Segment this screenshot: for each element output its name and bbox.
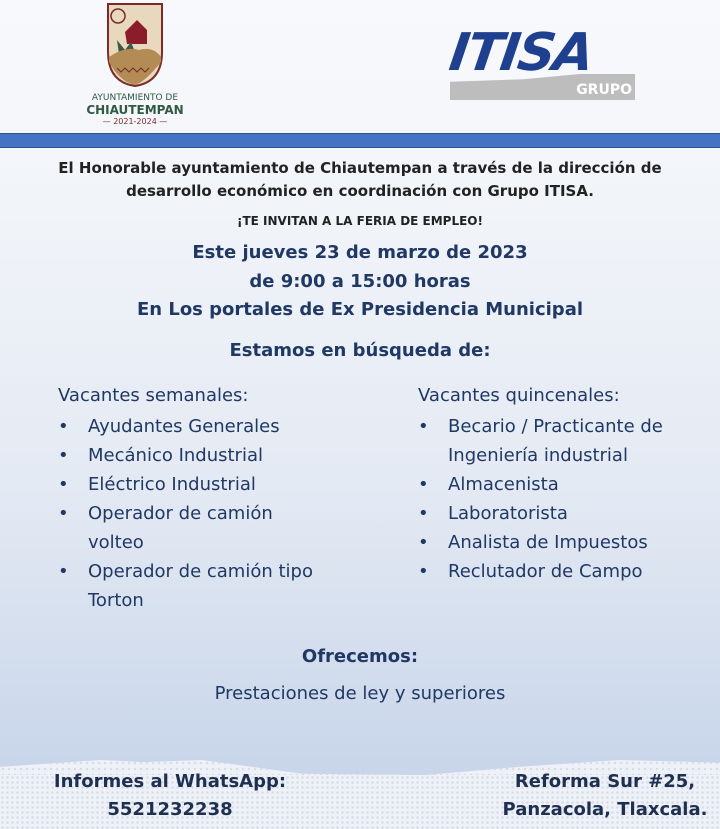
list-item: • Laboratorista [418,499,708,528]
address-block [490,768,720,824]
intro-line-1: El Honorable ayuntamiento de Chiautempan a través de la dirección de [58,159,662,177]
logo-line1: AYUNTAMIENTO DE [91,93,179,103]
list-item: • Operador de camión tipo Torton [58,557,328,615]
list-item: • Almacenista [418,470,708,499]
list-item: • Becario / Practicante de Ingeniería industrial [418,412,693,470]
logo-years-row: — 2021-2024 — [102,117,168,126]
invite-heading: ¡TE INVITAN A LA FERIA DE EMPLEO! [237,214,483,228]
whatsapp-phone[interactable]: 5521232238 [107,799,233,820]
list-item: • Eléctrico Industrial [58,470,348,499]
list-item: • Reclutador de Campo [418,557,708,586]
intro-text [0,157,720,203]
event-date: Este jueves 23 de marzo de 2023 [192,242,528,263]
itisa-sub: GRUPO [576,82,632,98]
logo-line2: CHIAUTEMPAN [86,103,184,117]
address-line-2: Panzacola, Tlaxcala. [502,799,708,820]
weekly-title: Vacantes semanales: [58,385,249,406]
weekly-vacancies [58,385,348,615]
header-divider-bar [0,133,720,148]
event-hours: de 9:00 a 15:00 horas [249,271,471,292]
seeking-heading: Estamos en búsqueda de: [229,340,491,361]
list-item: • Analista de Impuestos [418,528,708,557]
logo-years: 2021-2024 [113,117,157,126]
event-place: En Los portales de Ex Presidencia Municipal [136,299,584,320]
offer-title: Ofrecemos: [301,646,419,667]
biweekly-vacancies [418,385,708,586]
itisa-logo [445,23,640,103]
biweekly-title: Vacantes quincenales: [418,385,620,406]
whatsapp-label: Informes al WhatsApp: [53,771,287,792]
coat-of-arms-icon [105,2,165,87]
chiautempan-logo [70,0,200,128]
list-item: • Mecánico Industrial [58,441,348,470]
address-line-1: Reforma Sur #25, [514,771,696,792]
offer-text: Prestaciones de ley y superiores [214,683,506,704]
list-item: • Ayudantes Generales [58,412,348,441]
list-item: • Operador de camión volteo [58,499,298,557]
intro-line-2: desarrollo económico en coordinación con Grupo ITISA. [126,182,594,200]
contact-block [20,768,320,824]
itisa-name: ITISA [445,23,597,83]
